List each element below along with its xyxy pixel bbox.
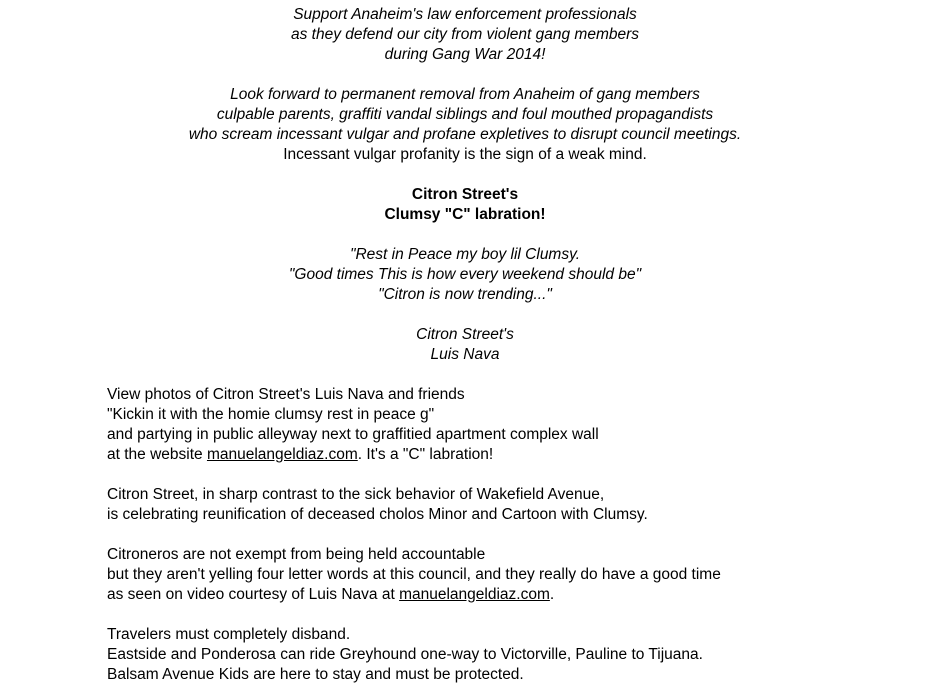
text-segment: Look forward to permanent removal from Anaheim of gang members xyxy=(230,86,700,103)
text-segment: Balsam Avenue Kids are here to stay and must be protected. xyxy=(107,666,524,683)
paragraph-view-photos xyxy=(0,385,930,465)
paragraph-look-forward xyxy=(0,85,930,165)
text-segment: "Citron is now trending..." xyxy=(378,286,552,303)
text-segment: Citron Street's xyxy=(416,326,514,343)
text-line-look-forward-0 xyxy=(0,85,930,105)
text-line-view-photos-2 xyxy=(107,425,930,445)
text-segment: at the website xyxy=(107,446,207,463)
text-segment: View photos of Citron Street's Luis Nava and friends xyxy=(107,386,465,403)
text-line-citroneros-1 xyxy=(107,565,930,585)
text-line-travelers-1 xyxy=(107,645,930,665)
text-line-citron-heading-0 xyxy=(0,185,930,205)
text-segment: and partying in public alleyway next to graffitied apartment complex wall xyxy=(107,426,599,443)
text-segment: "Kickin it with the homie clumsy rest in peace g" xyxy=(107,406,435,423)
text-segment: Clumsy "C" labration! xyxy=(384,206,546,223)
text-line-quotes-2 xyxy=(0,285,930,305)
text-line-view-photos-0 xyxy=(107,385,930,405)
text-segment: "Good times This is how every weekend should be" xyxy=(288,266,642,283)
text-line-citron-heading-1 xyxy=(0,205,930,225)
text-line-citroneros-2 xyxy=(107,585,930,605)
paragraph-support-banner xyxy=(0,5,930,65)
text-segment: Citroneros are not exempt from being held accountable xyxy=(107,546,486,563)
text-line-luis-nava-0 xyxy=(0,325,930,345)
paragraph-travelers xyxy=(0,625,930,685)
text-segment: Incessant vulgar profanity is the sign of a weak mind. xyxy=(283,146,647,163)
text-line-travelers-2 xyxy=(107,665,930,685)
text-segment: during Gang War 2014! xyxy=(384,46,546,63)
text-line-look-forward-1 xyxy=(0,105,930,125)
paragraph-sharp-contrast xyxy=(0,485,930,525)
text-segment: Travelers must completely disband. xyxy=(107,626,351,643)
text-line-luis-nava-1 xyxy=(0,345,930,365)
text-line-sharp-contrast-1 xyxy=(107,505,930,525)
manuelangeldiaz-link[interactable]: manuelangeldiaz.com xyxy=(399,586,550,603)
manuelangeldiaz-link[interactable]: manuelangeldiaz.com xyxy=(206,446,358,463)
text-segment: . It's a "C" labration! xyxy=(357,446,494,463)
paragraph-quotes xyxy=(0,245,930,305)
paragraph-citroneros xyxy=(0,545,930,605)
paragraph-luis-nava xyxy=(0,325,930,365)
text-line-view-photos-3 xyxy=(107,445,930,465)
text-segment: as they defend our city from violent gang members xyxy=(290,26,640,43)
text-segment: Eastside and Ponderosa can ride Greyhound one-way to Victorville, Pauline to Tijuana. xyxy=(107,646,703,663)
text-line-quotes-0 xyxy=(0,245,930,265)
text-segment: is celebrating reunification of deceased cholos Minor and Cartoon with Clumsy. xyxy=(107,506,648,523)
text-segment: "Rest in Peace my boy lil Clumsy. xyxy=(349,246,581,263)
text-segment: Citron Street, in sharp contrast to the sick behavior of Wakefield Avenue, xyxy=(107,486,605,503)
text-line-sharp-contrast-0 xyxy=(107,485,930,505)
text-line-support-banner-0 xyxy=(0,5,930,25)
text-segment: who scream incessant vulgar and profane expletives to disrupt council meetings. xyxy=(188,126,742,143)
paragraph-citron-heading xyxy=(0,185,930,225)
text-segment: Citron Street's xyxy=(411,186,519,203)
text-line-support-banner-2 xyxy=(0,45,930,65)
text-line-support-banner-1 xyxy=(0,25,930,45)
text-line-citroneros-0 xyxy=(107,545,930,565)
text-segment: Support Anaheim's law enforcement professionals xyxy=(293,6,637,23)
text-segment: . xyxy=(549,586,555,603)
text-segment: Luis Nava xyxy=(430,346,500,363)
text-line-look-forward-2 xyxy=(0,125,930,145)
text-segment: as seen on video courtesy of Luis Nava at xyxy=(107,586,400,603)
text-segment: culpable parents, graffiti vandal siblings and foul mouthed propagandists xyxy=(216,106,714,123)
text-line-travelers-0 xyxy=(107,625,930,645)
text-line-view-photos-1 xyxy=(107,405,930,425)
text-line-look-forward-3 xyxy=(0,145,930,165)
text-line-quotes-1 xyxy=(0,265,930,285)
text-segment: but they aren't yelling four letter words at this council, and they really do have a good time xyxy=(107,566,721,583)
